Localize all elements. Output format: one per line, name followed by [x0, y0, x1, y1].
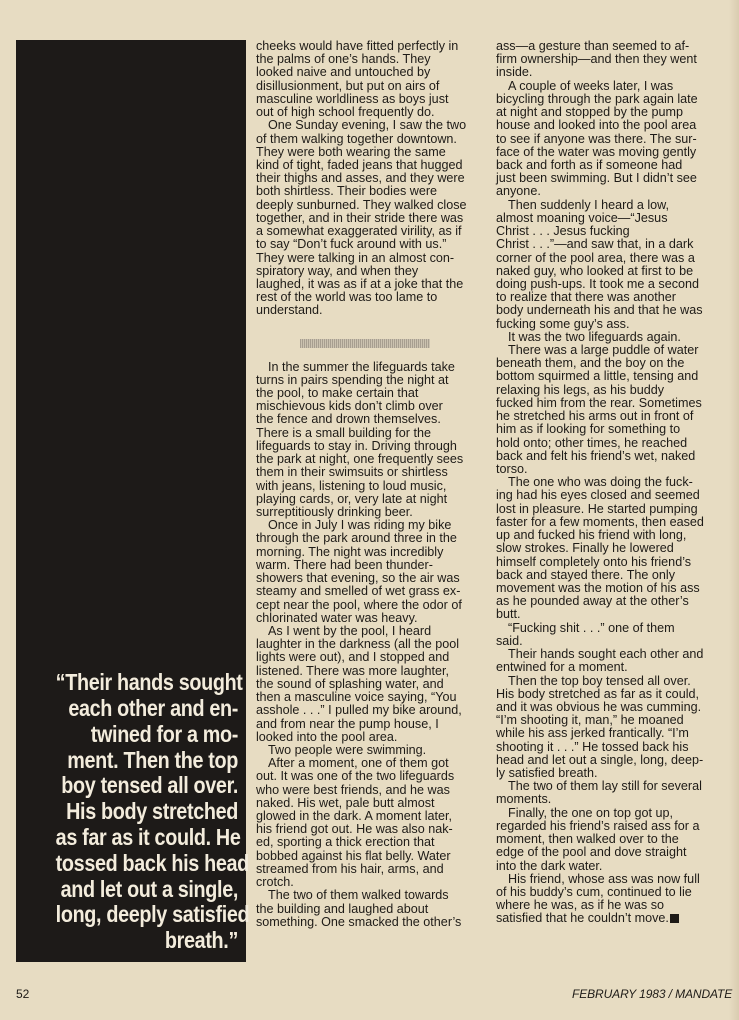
text-line: inside.	[496, 65, 533, 80]
pull-quote-line: breath.”	[164, 927, 238, 954]
text-line: crotch.	[256, 875, 294, 890]
text-line: the fence and drown themselves.	[256, 412, 441, 427]
text-line: warm. There had been thunder-	[256, 557, 433, 572]
text-line: face of the water was moving gently	[496, 144, 697, 159]
text-line: lights were out), and I stopped and	[256, 650, 450, 665]
text-line: listened. There was more laughter,	[256, 663, 449, 678]
text-line: morning. The night was incredibly	[256, 544, 444, 559]
text-line: spiratory way, and when they	[256, 263, 419, 278]
text-line: the palms of one’s hands. They	[256, 52, 431, 67]
text-line: ing had his eyes closed and seemed	[496, 488, 700, 503]
text-line: he stretched his arms out in front of	[496, 409, 694, 424]
text-line: They were both wearing the same	[256, 144, 446, 159]
text-line: the building and laughed about	[256, 901, 429, 916]
text-line: streamed from his hair, arms, and	[256, 861, 444, 876]
pull-quote-line: long, deeply satisfied	[55, 901, 250, 928]
text-line: up and fucked his friend with long,	[496, 528, 687, 543]
text-line: There is a small building for the	[256, 425, 431, 440]
paragraph-start: Finally, the one on top got up,	[508, 805, 673, 820]
text-line: back and forth as if someone had	[496, 157, 683, 172]
text-line: looked into the pool area.	[256, 729, 398, 744]
text-line: doing push-ups. It took me a second	[496, 276, 700, 291]
text-line: deeply sunburned. They walked close	[256, 197, 467, 212]
text-line: through the park around three in the	[256, 531, 457, 546]
text-line: their thighs and asses, and they were	[256, 171, 465, 186]
text-line: naked guy, who looked at first to be	[496, 263, 694, 278]
pull-quote-panel	[16, 40, 250, 962]
text-line: beneath them, and the boy on the	[496, 356, 685, 371]
text-line: fucked him from the rear. Sometimes	[496, 395, 702, 410]
text-line: looked naive and untouched by	[256, 65, 431, 80]
text-line: where he was, as if he was so	[496, 898, 664, 913]
text-line: the sound of splashing water, and	[256, 676, 444, 691]
text-line: masculine worldliness as boys just	[256, 91, 449, 106]
pull-quote-line: twined for a mo-	[90, 720, 239, 747]
text-line: moments.	[496, 792, 552, 807]
text-line: into the dark water.	[496, 858, 603, 873]
text-line: to see if anyone was there. The sur-	[496, 131, 697, 146]
text-line: head and let out a single, long, deep-	[496, 752, 704, 767]
text-line: chlorinated water was heavy.	[256, 610, 418, 625]
pull-quote-line: boy tensed all over.	[61, 772, 238, 799]
pull-quote-line: and let out a single,	[60, 875, 238, 902]
text-line: cheeks would have fitted perfectly in	[256, 39, 459, 53]
text-line: naked. His wet, pale butt almost	[256, 795, 435, 810]
text-line: firm ownership—and then they went	[496, 52, 697, 67]
text-line: both shirtless. Their bodies were	[256, 184, 438, 199]
end-mark-icon	[670, 914, 679, 923]
text-line: body underneath his and that he was	[496, 303, 703, 318]
text-line: His body stretched as far as it could,	[496, 686, 699, 701]
text-line: back and felt his friend’s wet, naked	[496, 448, 696, 463]
text-line: They were talking in an almost con-	[256, 250, 455, 265]
section-divider	[300, 339, 430, 348]
text-line: bicycling through the park again late	[496, 91, 698, 106]
pull-quote-line: His body stretched	[66, 798, 238, 825]
text-line: almost moaning voice—“Jesus	[496, 210, 668, 225]
paragraph-start: Once in July I was riding my bike	[268, 518, 452, 533]
paragraph-start: After a moment, one of them got	[268, 756, 449, 771]
text-line: of his buddy’s cum, continued to lie	[496, 885, 692, 899]
text-line: and it was obvious he was cumming.	[496, 699, 702, 714]
paragraph-start: “Fucking shit . . .” one of them	[508, 620, 675, 635]
text-line: playing cards, or, very late at night	[256, 491, 448, 506]
text-line: them in their swimsuits or shirtless	[256, 465, 448, 480]
text-line: said.	[496, 633, 523, 648]
paragraph-start: It was the two lifeguards again.	[508, 329, 681, 344]
text-line: surreptitiously drinking beer.	[256, 505, 413, 519]
text-line: satisfied that he couldn’t move.	[496, 911, 669, 926]
text-line: hold onto; other times, he reached	[496, 435, 688, 450]
text-line: faster for a few moments, then eased	[496, 514, 704, 529]
text-line: moment, then walked over to the	[496, 832, 679, 847]
text-line: fucking some guy’s ass.	[496, 316, 630, 331]
paragraph-start: As I went by the pool, I heard	[268, 623, 432, 638]
text-line: out. It was one of the two lifeguards	[256, 769, 455, 784]
text-line: something. One smacked the other’s	[256, 914, 462, 929]
text-line: edge of the pool and dove straight	[496, 845, 687, 860]
text-line: Christ . . .”—and saw that, in a dark	[496, 237, 694, 252]
text-line: slow strokes. Finally he lowered	[496, 541, 674, 556]
text-column-2	[496, 40, 720, 926]
text-line: shooting it . . .” He tossed back his	[496, 739, 689, 754]
text-line: glowed in the dark. A moment later,	[256, 809, 453, 824]
page-number: 52	[16, 987, 30, 1001]
text-line: bottom squirmed a little, tensing and	[496, 369, 699, 384]
text-line: as he pounded away at the other’s	[496, 594, 689, 609]
paragraph-start: Then the top boy tensed all over.	[508, 673, 691, 688]
text-line: torso.	[496, 462, 528, 476]
paragraph-start: There was a large puddle of water	[508, 343, 699, 358]
text-line: Christ . . . Jesus fucking	[496, 224, 630, 239]
paragraph-start: A couple of weeks later, I was	[508, 78, 674, 93]
text-line: to realize that there was another	[496, 290, 676, 305]
text-line: showers that evening, so the air was	[256, 571, 460, 586]
text-line: house and looked into the pool area	[496, 118, 697, 133]
text-line: with jeans, listening to loud music,	[256, 478, 447, 493]
text-line: kind of tight, faded jeans that hugged	[256, 157, 463, 172]
text-line: to say “Don’t fuck around with us.”	[256, 237, 447, 252]
paragraph-start: Their hands sought each other and	[508, 647, 704, 662]
text-line: ly satisfied breath.	[496, 766, 598, 781]
text-line: out of high school frequently do.	[256, 105, 435, 120]
paragraph-start: Then suddenly I heard a low,	[508, 197, 670, 212]
text-line: corner of the pool area, there was a	[496, 250, 695, 265]
text-line: entwined for a moment.	[496, 660, 628, 675]
text-line: himself completely onto his friend’s	[496, 554, 692, 569]
paragraph-start: His friend, whose ass was now full	[508, 871, 700, 886]
text-line: him as if looking for something to	[496, 422, 681, 437]
pull-quote-line: tossed back his head	[55, 849, 249, 876]
text-line: butt.	[496, 607, 521, 622]
text-line-last	[496, 912, 720, 925]
text-line: at night and stopped by the pump	[496, 105, 683, 120]
text-line: the pool, to make certain that	[256, 386, 419, 401]
text-line: laughter in the darkness (all the pool	[256, 637, 460, 652]
text-line: then a masculine voice saying, “You	[256, 690, 457, 705]
text-column-1	[256, 40, 482, 929]
text-line: mischievous kids don’t climb over	[256, 399, 443, 414]
text-line: ed, sporting a thick erection that	[256, 835, 435, 850]
pull-quote	[55, 669, 250, 954]
paragraph-start: The two of them lay still for several	[508, 779, 702, 794]
paragraph-start: One Sunday evening, I saw the two	[268, 118, 467, 133]
paragraph-start: The two of them walked towards	[268, 888, 449, 903]
text-line: bobbed against his flat belly. Water	[256, 848, 451, 863]
paragraph-start: Two people were swimming.	[268, 742, 427, 757]
text-line: rest of the world was too lame to	[256, 290, 438, 305]
text-line: movement was the motion of his ass	[496, 580, 700, 595]
paragraph-start: The one who was doing the fuck-	[508, 475, 693, 490]
text-line: of them walking together downtown.	[256, 131, 457, 146]
text-line: together, and in their stride there was	[256, 210, 464, 225]
text-line: his friend got out. He was also nak-	[256, 822, 453, 837]
text-line: just been swimming. But I didn’t see	[496, 171, 697, 186]
text-line: regarded his friend’s raised ass for a	[496, 818, 700, 833]
text-line: laughed, it was as if at a joke that the	[256, 276, 464, 291]
text-line: asshole . . .” I pulled my bike around,	[256, 703, 462, 718]
text-line: steamy and smelled of wet grass ex-	[256, 584, 461, 599]
paragraph-start: In the summer the lifeguards take	[268, 359, 455, 374]
text-line: relaxing his legs, as his buddy	[496, 382, 665, 397]
issue-line: FEBRUARY 1983 / MANDATE	[572, 987, 733, 1001]
text-line: the park at night, one frequently sees	[256, 452, 464, 467]
text-line: cept near the pool, where the odor of	[256, 597, 462, 612]
text-line: “I’m shooting it, man,” he moaned	[496, 713, 684, 728]
text-line: lost in pleasure. He started pumping	[496, 501, 698, 516]
page-edge	[729, 0, 739, 1020]
section-gap	[256, 348, 482, 361]
text-line: a somewhat exaggerated virility, as if	[256, 224, 462, 239]
text-line: lifeguards to stay in. Driving through	[256, 438, 457, 453]
pull-quote-line: each other and en-	[68, 695, 238, 722]
text-line: understand.	[256, 303, 323, 318]
text-line: turns in pairs spending the night at	[256, 372, 449, 387]
text-line: disillusionment, but put on airs of	[256, 78, 440, 93]
text-line: and from near the pump house, I	[256, 716, 439, 731]
pull-quote-line: as far as it could. He	[55, 824, 241, 851]
text-line: who were best friends, and he was	[256, 782, 450, 797]
text-line: while his ass jerked frantically. “I’m	[496, 726, 689, 741]
text-line: anyone.	[496, 184, 541, 199]
pull-quote-line: “Their hands sought	[55, 669, 243, 696]
text-line: back and stayed there. The only	[496, 567, 675, 582]
pull-quote-line: ment. Then the top	[67, 746, 238, 773]
section-gap	[256, 318, 482, 333]
text-line: ass—a gesture than seemed to af-	[496, 39, 690, 53]
